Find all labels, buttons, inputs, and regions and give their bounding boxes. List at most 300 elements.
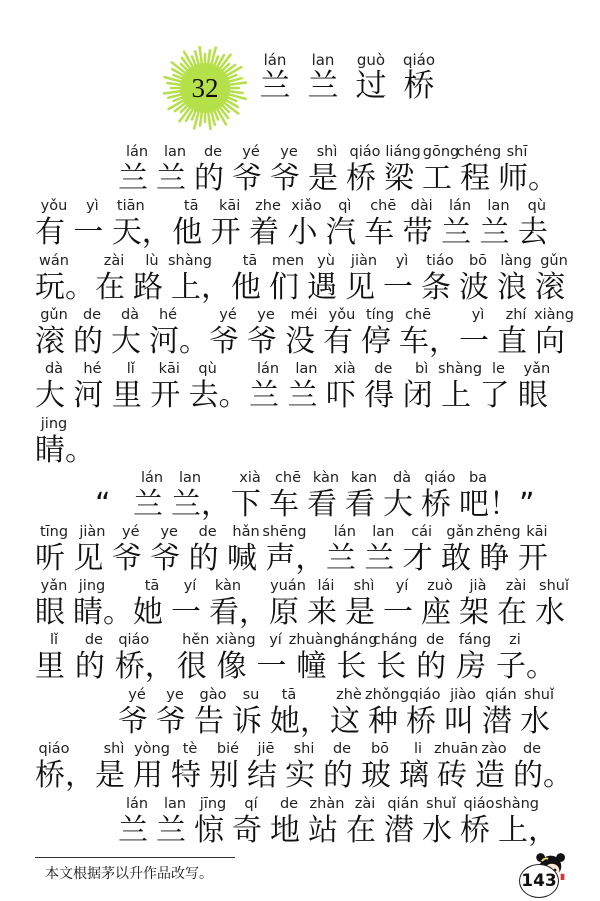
- hanzi: 一: [256, 649, 287, 684]
- ruby-character: [307, 252, 345, 305]
- pinyin: kàn: [312, 470, 340, 486]
- hanzi: 桥: [346, 161, 376, 196]
- hanzi: 的: [194, 161, 224, 196]
- hanzi: 的: [73, 324, 103, 359]
- ruby-character: [479, 360, 517, 413]
- pinyin: cháng: [373, 632, 418, 648]
- text-line: [35, 523, 556, 576]
- ruby-character: [307, 577, 345, 630]
- hanzi: 听: [35, 541, 65, 576]
- pinyin: yuán: [270, 578, 306, 594]
- pinyin: chē: [404, 307, 432, 323]
- ruby-character: [498, 143, 558, 196]
- ruby-character: [231, 252, 269, 305]
- text-line: [35, 631, 556, 684]
- hanzi: 在: [346, 813, 376, 848]
- hanzi: 停: [361, 324, 391, 359]
- ruby-character: [497, 252, 535, 305]
- hanzi: 兰: [133, 487, 163, 522]
- ruby-character: [35, 306, 73, 359]
- hanzi: 看: [345, 487, 375, 522]
- hanzi: 下: [231, 487, 261, 522]
- pinyin: jiào: [450, 687, 476, 703]
- pinyin: lán: [256, 361, 280, 377]
- ruby-character: [497, 306, 535, 359]
- pinyin: lan: [372, 524, 395, 540]
- pinyin: lǐ: [126, 361, 135, 377]
- ruby-character: [270, 795, 308, 848]
- ruby-character: [149, 306, 209, 359]
- pinyin: kan: [350, 470, 378, 486]
- hanzi: 的: [323, 758, 353, 793]
- pinyin: shuǐ: [426, 796, 456, 812]
- ruby-character: [383, 469, 421, 522]
- hanzi: 有: [35, 215, 65, 250]
- pinyin: zuò: [427, 578, 453, 594]
- hanzi: 车，: [399, 324, 459, 359]
- hanzi: 幢: [296, 649, 327, 684]
- pinyin: zài: [354, 796, 376, 812]
- ruby-character: [535, 252, 573, 305]
- hanzi: 水: [535, 595, 565, 630]
- hanzi: 汽: [325, 215, 356, 250]
- text-line: [35, 360, 556, 413]
- hanzi: 用: [133, 758, 163, 793]
- ruby-character: [270, 143, 308, 196]
- ruby-character: [383, 252, 421, 305]
- ruby-character: [35, 415, 95, 468]
- ruby-character: [249, 197, 287, 250]
- pinyin: chē: [274, 470, 302, 486]
- ruby-character: [479, 197, 517, 250]
- hanzi: 诉: [232, 704, 262, 739]
- hanzi: 睁: [479, 541, 510, 576]
- pinyin: zi: [509, 632, 521, 648]
- hanzi: 告: [194, 704, 224, 739]
- ruby-character: [518, 523, 556, 576]
- ruby-character: [400, 50, 438, 103]
- pinyin: yí: [183, 578, 197, 594]
- pinyin: lán: [333, 524, 356, 540]
- pinyin: yǎn: [40, 578, 68, 594]
- pinyin: tiáo: [426, 253, 454, 269]
- pinyin: qiáo: [38, 741, 70, 757]
- pinyin: tā: [242, 253, 258, 269]
- ruby-character: [482, 686, 520, 739]
- pinyin: zhēng: [476, 524, 521, 540]
- pinyin: hé: [83, 361, 102, 377]
- ruby-character: [247, 740, 285, 793]
- hanzi: 来: [307, 595, 337, 630]
- ruby-character: [333, 631, 378, 684]
- hanzi: 房: [456, 649, 487, 684]
- ruby-character: [112, 360, 150, 413]
- hanzi: 她，: [270, 704, 330, 739]
- hanzi: 带: [402, 215, 433, 250]
- hanzi: 才: [402, 541, 433, 576]
- hanzi: 着: [249, 215, 280, 250]
- pinyin: yí: [395, 578, 409, 594]
- pinyin: yòng: [134, 741, 170, 757]
- pinyin: qì: [338, 198, 352, 214]
- pinyin: de: [522, 741, 542, 757]
- pinyin: gào: [199, 687, 227, 703]
- hanzi: 得: [364, 378, 395, 413]
- hanzi: 工: [422, 161, 452, 196]
- hanzi: 波: [459, 270, 489, 305]
- ruby-character: [209, 306, 247, 359]
- hanzi: 地: [270, 813, 300, 848]
- lesson-number: 32: [191, 72, 219, 103]
- pinyin: dà: [120, 307, 140, 323]
- ruby-character: [217, 631, 255, 684]
- text-line: [35, 197, 556, 250]
- pinyin: qián: [485, 687, 517, 703]
- ruby-character: [111, 306, 149, 359]
- pinyin: xià: [239, 470, 261, 486]
- pinyin: lán: [140, 470, 164, 486]
- pinyin: dà: [44, 361, 64, 377]
- ruby-character: [95, 252, 133, 305]
- pinyin: cái: [411, 524, 433, 540]
- ruby-character: [459, 252, 497, 305]
- hanzi: 站: [308, 813, 338, 848]
- text-line: [35, 252, 568, 305]
- hanzi: 梁: [384, 161, 414, 196]
- pinyin: kāi: [158, 361, 180, 377]
- hanzi: 爷: [156, 704, 186, 739]
- pinyin: shì: [353, 578, 375, 594]
- ruby-character: [416, 631, 454, 684]
- ruby-character: [518, 197, 556, 250]
- hanzi: 在: [497, 595, 527, 630]
- pinyin: lán: [125, 796, 149, 812]
- text-line: [118, 686, 556, 739]
- hanzi: 眼: [35, 595, 65, 630]
- ruby-character: [112, 523, 150, 576]
- hanzi: 很: [176, 649, 207, 684]
- hanzi: 一: [383, 270, 413, 305]
- hanzi: 水: [520, 704, 550, 739]
- ruby-character: [35, 360, 73, 413]
- hanzi: 开: [150, 378, 181, 413]
- hanzi: 兰: [259, 68, 291, 104]
- pinyin: gǔn: [40, 307, 68, 323]
- pinyin: lan: [178, 470, 202, 486]
- hanzi: 兰: [307, 68, 339, 104]
- hanzi: 在: [95, 270, 125, 305]
- pinyin: liáng: [385, 144, 421, 160]
- ruby-character: [422, 795, 460, 848]
- hanzi: 滚: [35, 324, 65, 359]
- ruby-character: [421, 252, 459, 305]
- pinyin: qiáo: [402, 51, 436, 69]
- pinyin: li: [413, 741, 423, 757]
- ruby-character: [287, 197, 325, 250]
- hanzi: 兰: [441, 215, 472, 250]
- hanzi: 她: [133, 595, 163, 630]
- hanzi: 这: [330, 704, 360, 739]
- hanzi: 一: [73, 215, 104, 250]
- hanzi: 惊: [194, 813, 224, 848]
- pinyin: de: [198, 524, 217, 540]
- ruby-character: [364, 197, 402, 250]
- pinyin: de: [203, 144, 223, 160]
- ruby-character: [95, 740, 133, 793]
- ruby-character: [112, 197, 172, 250]
- ruby-character: [518, 360, 556, 413]
- pinyin: zhuān: [433, 741, 479, 757]
- ruby-character: [352, 50, 390, 103]
- ruby-character: [194, 686, 232, 739]
- page-number: 143: [519, 864, 559, 898]
- hanzi: 潜: [482, 704, 512, 739]
- hanzi: 玻: [361, 758, 391, 793]
- hanzi: 开: [210, 215, 241, 250]
- pinyin: shēng: [262, 524, 307, 540]
- pinyin: lù: [145, 253, 159, 269]
- pinyin: làng: [500, 253, 532, 269]
- pinyin: qù: [198, 361, 217, 377]
- ruby-character: [73, 306, 111, 359]
- pinyin: ye: [166, 687, 184, 703]
- ruby-character: [287, 360, 325, 413]
- ruby-character: [194, 143, 232, 196]
- ruby-character: [133, 577, 171, 630]
- hanzi: 声，: [265, 541, 326, 576]
- ruby-character: [262, 523, 326, 576]
- pinyin: qù: [527, 198, 547, 214]
- pinyin: tā: [183, 198, 199, 214]
- hanzi: 桥: [460, 813, 490, 848]
- hanzi: 看: [307, 487, 337, 522]
- hanzi: 大: [383, 487, 413, 522]
- pinyin: yǒu: [40, 198, 68, 214]
- pinyin: yé: [128, 687, 146, 703]
- ruby-character: [361, 740, 399, 793]
- hanzi: 们: [269, 270, 299, 305]
- pinyin: xià: [334, 361, 356, 377]
- ruby-character: [433, 740, 479, 793]
- pinyin: lan: [311, 51, 335, 69]
- pinyin: jing: [40, 416, 68, 432]
- hanzi: 里: [35, 649, 65, 684]
- ruby-character: [232, 143, 270, 196]
- hanzi: 奇: [232, 813, 262, 848]
- pinyin: bié: [216, 741, 240, 757]
- pinyin: shuǐ: [539, 578, 569, 594]
- pinyin: qiáo: [349, 144, 381, 160]
- pinyin: yì: [395, 253, 409, 269]
- hanzi: 大: [111, 324, 141, 359]
- hanzi: 兰: [325, 541, 356, 576]
- ruby-character: [535, 577, 573, 630]
- text-line: [35, 740, 573, 793]
- pinyin: lǐ: [49, 632, 59, 648]
- ruby-character: [441, 197, 479, 250]
- pinyin: yǎn: [523, 361, 551, 377]
- pinyin: dà: [392, 470, 412, 486]
- hanzi: 向: [535, 324, 565, 359]
- hanzi: 一: [459, 324, 489, 359]
- pinyin: tā: [281, 687, 297, 703]
- ruby-character: [364, 360, 402, 413]
- pinyin: ye: [160, 524, 178, 540]
- pinyin: lan: [487, 198, 510, 214]
- hanzi: 爷: [247, 324, 277, 359]
- pinyin: tīng: [39, 524, 69, 540]
- ruby-character: [345, 469, 383, 522]
- hanzi: 的。: [513, 758, 573, 793]
- hanzi: 桥，: [35, 758, 95, 793]
- ruby-character: [249, 360, 287, 413]
- ruby-character: [373, 631, 418, 684]
- pinyin: chéng: [456, 144, 502, 160]
- pinyin: qiáo: [463, 796, 495, 812]
- ruby-character: [456, 631, 494, 684]
- ruby-character: [456, 143, 502, 196]
- hanzi: 看，: [209, 595, 269, 630]
- ruby-character: [118, 795, 156, 848]
- ruby-character: [384, 795, 422, 848]
- ruby-character: [35, 523, 73, 576]
- ruby-character: [35, 740, 95, 793]
- ruby-character: [421, 469, 459, 522]
- hanzi: 他: [231, 270, 261, 305]
- hanzi: 兰: [249, 378, 280, 413]
- ruby-character: [171, 740, 209, 793]
- hanzi: 车: [364, 215, 395, 250]
- ruby-character: [345, 577, 383, 630]
- hanzi: 爷: [232, 161, 262, 196]
- ruby-character: [476, 523, 521, 576]
- ruby-character: [308, 143, 346, 196]
- hanzi: 桥: [421, 487, 451, 522]
- pinyin: hǎn: [232, 524, 260, 540]
- pinyin: ba: [468, 470, 488, 486]
- ruby-character: [247, 306, 285, 359]
- hanzi: 路: [133, 270, 163, 305]
- hanzi: 了: [479, 378, 510, 413]
- ruby-character: [269, 469, 307, 522]
- ruby-character: [172, 197, 210, 250]
- pinyin: dài: [410, 198, 433, 214]
- ruby-character: [288, 631, 343, 684]
- ruby-character: [307, 469, 345, 522]
- hanzi: 敢: [441, 541, 472, 576]
- hanzi: 座: [421, 595, 451, 630]
- hanzi: 的: [416, 649, 447, 684]
- ruby-character: [270, 686, 330, 739]
- hanzi: 有: [323, 324, 353, 359]
- hanzi: 种: [368, 704, 398, 739]
- ruby-character: [403, 523, 441, 576]
- pinyin: xiàng: [534, 307, 574, 323]
- hanzi: 水: [422, 813, 452, 848]
- hanzi: 原: [269, 595, 299, 630]
- pinyin: de: [84, 632, 103, 648]
- hanzi: “: [95, 487, 111, 522]
- ruby-character: [35, 631, 73, 684]
- ruby-character: [209, 740, 247, 793]
- ruby-character: [189, 360, 249, 413]
- hanzi: 兰: [287, 378, 318, 413]
- pinyin: zhàn: [309, 796, 345, 812]
- pinyin: lán: [263, 51, 287, 69]
- hanzi: 是: [95, 758, 125, 793]
- hanzi: 闭: [402, 378, 433, 413]
- ruby-character: [304, 50, 342, 103]
- text-line: [35, 415, 95, 468]
- ruby-character: [421, 577, 459, 630]
- ruby-character: [189, 523, 227, 576]
- pinyin: hé: [158, 307, 178, 323]
- hanzi: 长: [376, 649, 407, 684]
- pinyin: ye: [257, 307, 275, 323]
- hanzi: 师。: [498, 161, 558, 196]
- pinyin: zhe: [255, 198, 281, 214]
- ruby-character: [459, 577, 497, 630]
- hanzi: 是: [345, 595, 375, 630]
- hanzi: 睛。: [73, 595, 133, 630]
- pinyin: lán: [449, 198, 472, 214]
- ruby-character: [403, 197, 441, 250]
- pinyin: ye: [280, 144, 298, 160]
- hanzi: 他: [172, 215, 203, 250]
- hanzi: 璃: [399, 758, 429, 793]
- hanzi: 叫: [444, 704, 474, 739]
- pinyin: yé: [122, 524, 140, 540]
- pinyin: qí: [244, 796, 258, 812]
- footnote: 本文根据茅以升作品改写。: [45, 866, 213, 882]
- pinyin: gǔn: [540, 253, 568, 269]
- pinyin: shuǐ: [524, 687, 554, 703]
- pinyin: de: [332, 741, 352, 757]
- ruby-character: [133, 740, 171, 793]
- pinyin: jiē: [257, 741, 275, 757]
- hanzi: 像: [216, 649, 247, 684]
- hanzi: 兰: [364, 541, 395, 576]
- hanzi: 吧！”: [459, 487, 535, 522]
- hanzi: 爷: [270, 161, 300, 196]
- ruby-character: [35, 197, 73, 250]
- pinyin: qiáo: [409, 687, 441, 703]
- hanzi: 潜: [384, 813, 414, 848]
- pinyin: kàn: [214, 578, 242, 594]
- footnote-divider: [35, 857, 235, 858]
- pinyin: tè: [182, 741, 198, 757]
- pinyin: de: [279, 796, 299, 812]
- pinyin: lan: [163, 796, 187, 812]
- pinyin: tā: [144, 578, 160, 594]
- ruby-character: [256, 50, 294, 103]
- hanzi: 桥: [406, 704, 436, 739]
- pinyin: hěn: [182, 632, 210, 648]
- pinyin: shì: [316, 144, 338, 160]
- pinyin: shàng: [494, 796, 540, 812]
- hanzi: 兰: [118, 161, 148, 196]
- pinyin: lái: [317, 578, 335, 594]
- ruby-character: [399, 306, 459, 359]
- lesson-number-badge: [163, 46, 247, 130]
- ruby-character: [384, 143, 422, 196]
- pinyin: lan: [295, 361, 318, 377]
- pinyin: gǎn: [446, 524, 474, 540]
- hanzi: 造: [475, 758, 505, 793]
- pinyin: zhè: [336, 687, 362, 703]
- pinyin: zài: [505, 578, 527, 594]
- ruby-character: [459, 469, 535, 522]
